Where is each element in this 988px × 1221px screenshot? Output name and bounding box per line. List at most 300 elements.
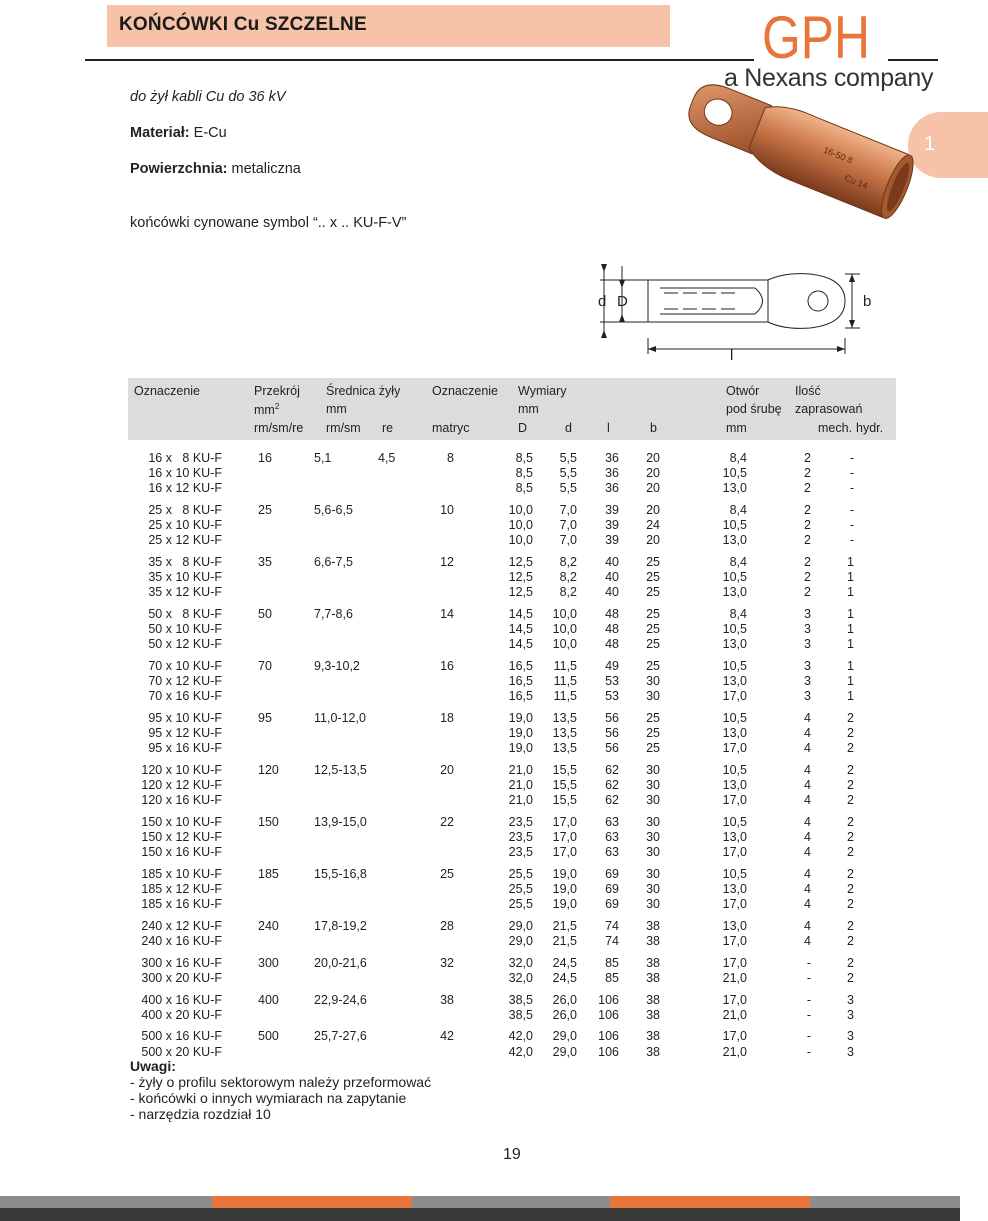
cell-przekroj: 16	[258, 451, 272, 465]
cell-d: 19,0	[552, 882, 577, 897]
table-row	[0, 533, 960, 548]
footer-band-orange-2	[610, 1196, 810, 1208]
footer-band-grey-3	[810, 1196, 960, 1208]
cell-D: 12,5	[508, 555, 533, 569]
cell-otwor: 10,5	[722, 466, 747, 481]
th-mm2-sup: 2	[274, 402, 280, 411]
th-pod-srube: pod śrubę	[726, 402, 782, 416]
cell-name: 70 x 16 KU-F	[148, 689, 222, 704]
cell-d: 17,0	[552, 815, 577, 829]
footer-band-orange-1	[212, 1196, 412, 1208]
cell-D: 14,5	[508, 607, 533, 621]
cell-name: 120 x 16 KU-F	[141, 793, 222, 808]
th-mm-otwor: mm	[726, 421, 747, 435]
cell-D: 10,0	[508, 518, 533, 533]
cell-mech: 2	[804, 481, 811, 496]
cell-d: 5,5	[559, 466, 577, 481]
cell-mech: 2	[804, 466, 811, 481]
cell-mech: 4	[804, 711, 811, 725]
cell-name: 95 x 10 KU-F	[148, 711, 222, 725]
cell-l: 48	[605, 607, 619, 621]
table-row	[0, 793, 960, 808]
cell-matryc: 16	[440, 659, 454, 673]
cell-D: 21,0	[508, 763, 533, 777]
cell-name: 150 x 10 KU-F	[141, 815, 222, 829]
th-mm-wymiary: mm	[518, 402, 539, 416]
cell-otwor: 13,0	[722, 637, 747, 652]
cell-name: 120 x 12 KU-F	[141, 778, 222, 793]
cell-otwor: 17,0	[722, 897, 747, 912]
cell-hydr: 2	[847, 897, 854, 912]
cell-przekroj: 240	[258, 919, 279, 933]
cell-hydr: 3	[847, 1007, 854, 1022]
cell-d: 11,5	[553, 674, 577, 689]
th-l: l	[607, 421, 610, 435]
table-row	[0, 897, 960, 912]
cell-przekroj: 25	[258, 503, 272, 517]
cell-hydr: -	[849, 466, 854, 481]
cell-l: 69	[605, 882, 619, 897]
cell-name: 16 x 12 KU-F	[148, 481, 222, 496]
cell-name: 185 x 10 KU-F	[141, 867, 222, 881]
cell-b: 38	[646, 971, 660, 985]
cell-rmsm: 5,6-6,5	[314, 503, 353, 517]
cell-mech: -	[806, 1044, 811, 1059]
cell-b: 38	[646, 992, 660, 1007]
cell-D: 25,5	[508, 882, 533, 897]
gph-logo-text: GPH	[762, 4, 870, 71]
table-row	[0, 622, 960, 637]
cell-D: 8,5	[515, 481, 533, 496]
table-row	[0, 867, 960, 882]
cell-name: 25 x 8 KU-F	[148, 503, 222, 517]
cell-mech: -	[806, 992, 811, 1007]
cell-otwor: 10,5	[722, 763, 747, 777]
cell-mech: -	[806, 1029, 811, 1044]
cell-l: 40	[605, 585, 619, 600]
cell-D: 19,0	[508, 726, 533, 741]
cell-name: 185 x 16 KU-F	[141, 897, 222, 912]
table-row	[0, 726, 960, 741]
cell-name: 35 x 10 KU-F	[148, 570, 222, 585]
cell-otwor: 17,0	[722, 1029, 747, 1044]
cell-mech: -	[806, 955, 811, 970]
cell-matryc: 42	[440, 1029, 454, 1044]
cell-hydr: 2	[847, 971, 854, 985]
cell-hydr: 2	[847, 882, 854, 897]
cell-b: 30	[646, 845, 660, 860]
cell-D: 32,0	[508, 955, 533, 970]
cell-b: 30	[646, 882, 660, 897]
table-row	[0, 659, 960, 674]
table-row	[0, 674, 960, 689]
tinned-note: końcówki cynowane symbol “.. x .. KU-F-V”	[130, 215, 407, 231]
cell-b: 38	[646, 934, 660, 949]
cell-hydr: 2	[847, 845, 854, 860]
th-rmsmre: rm/sm/re	[254, 421, 304, 435]
table-row	[0, 555, 960, 570]
cell-b: 30	[646, 897, 660, 912]
cell-l: 106	[598, 992, 619, 1007]
cell-name: 70 x 12 KU-F	[148, 674, 222, 689]
table-row	[0, 882, 960, 897]
cell-mech: -	[806, 1007, 811, 1022]
cell-l: 74	[605, 934, 619, 949]
cell-mech: 2	[804, 555, 811, 569]
cell-d: 29,0	[552, 1044, 577, 1059]
cell-d: 7,0	[559, 518, 577, 533]
th-matryc: matryc	[432, 421, 470, 435]
table-row	[0, 830, 960, 845]
cell-b: 25	[646, 585, 660, 600]
cell-b: 25	[646, 711, 660, 725]
cell-D: 14,5	[508, 622, 533, 637]
cell-b: 38	[646, 1029, 660, 1044]
cell-b: 38	[646, 1044, 660, 1059]
cell-b: 25	[646, 659, 660, 673]
footer-band-grey-2	[412, 1196, 610, 1208]
th-re: re	[382, 421, 394, 435]
cell-b: 30	[646, 793, 660, 808]
table-header	[128, 378, 896, 440]
cell-mech: -	[806, 971, 811, 985]
cell-otwor: 10,5	[722, 518, 747, 533]
cell-l: 85	[605, 971, 619, 985]
cell-d: 24,5	[552, 955, 577, 970]
table-row	[0, 711, 960, 726]
cell-otwor: 10,5	[722, 815, 747, 829]
cell-D: 12,5	[508, 570, 533, 585]
cell-l: 56	[605, 726, 619, 741]
cell-mech: 2	[804, 533, 811, 548]
cell-mech: 2	[804, 503, 811, 517]
cell-otwor: 17,0	[722, 845, 747, 860]
cell-hydr: 1	[847, 674, 854, 689]
cell-mech: 4	[804, 934, 811, 949]
cell-rmsm: 5,1	[314, 451, 332, 465]
note-item: - żyły o profilu sektorowym należy przeformować	[130, 1074, 432, 1090]
cell-otwor: 13,0	[722, 674, 747, 689]
copper-lug-photo	[650, 100, 925, 260]
cell-l: 106	[598, 1044, 619, 1059]
material-value: E-Cu	[189, 125, 227, 141]
cell-rmsm: 12,5-13,5	[314, 763, 367, 777]
cell-mech: 4	[804, 897, 811, 912]
cell-d: 15,5	[552, 763, 577, 777]
table-row	[0, 466, 960, 481]
cell-D: 8,5	[515, 451, 533, 465]
cell-mech: 4	[804, 882, 811, 897]
cell-b: 30	[646, 674, 660, 689]
cell-otwor: 21,0	[722, 1044, 747, 1059]
cell-otwor: 10,5	[722, 867, 747, 881]
notes	[130, 1058, 431, 1122]
cell-D: 14,5	[508, 637, 533, 652]
cell-l: 39	[605, 518, 619, 533]
cell-matryc: 38	[440, 992, 454, 1007]
cell-d: 26,0	[552, 1007, 577, 1022]
cell-name: 300 x 16 KU-F	[141, 955, 222, 970]
cell-otwor: 10,5	[722, 659, 747, 673]
cell-otwor: 8,4	[729, 607, 747, 621]
cell-mech: 4	[804, 741, 811, 756]
cell-re: 4,5	[378, 451, 396, 465]
cell-d: 15,5	[552, 793, 577, 808]
surface-label: Powierzchnia:	[130, 161, 228, 177]
cell-b: 38	[646, 955, 660, 970]
cell-matryc: 32	[440, 955, 454, 970]
cell-D: 42,0	[508, 1029, 533, 1044]
cell-d: 8,2	[559, 570, 577, 585]
cell-name: 150 x 12 KU-F	[141, 830, 222, 845]
table-row	[0, 956, 960, 971]
cell-rmsm: 13,9-15,0	[314, 815, 367, 829]
cell-l: 48	[605, 637, 619, 652]
cell-name: 70 x 10 KU-F	[148, 659, 222, 673]
cell-l: 62	[605, 778, 619, 793]
th-zaprasowan: zaprasowań	[795, 402, 863, 416]
cell-d: 17,0	[552, 830, 577, 845]
cell-mech: 3	[804, 659, 811, 673]
cell-l: 62	[605, 763, 619, 777]
cell-hydr: -	[849, 451, 854, 465]
footer-band-dark	[0, 1208, 960, 1221]
cell-matryc: 28	[440, 919, 454, 933]
cell-przekroj: 300	[258, 955, 279, 970]
th-b: b	[650, 421, 657, 435]
cell-otwor: 21,0	[722, 971, 747, 985]
cell-mech: 2	[804, 518, 811, 533]
cell-l: 36	[605, 451, 619, 465]
cell-przekroj: 150	[258, 815, 279, 829]
cell-d: 5,5	[559, 481, 577, 496]
cell-mech: 3	[804, 607, 811, 621]
cell-b: 20	[646, 481, 660, 496]
cell-matryc: 8	[447, 451, 454, 465]
cell-otwor: 17,0	[722, 793, 747, 808]
cell-d: 7,0	[559, 503, 577, 517]
cell-b: 25	[646, 555, 660, 569]
cell-D: 23,5	[508, 845, 533, 860]
cell-l: 106	[598, 1007, 619, 1022]
cell-b: 25	[646, 741, 660, 756]
th-wymiary: Wymiary	[518, 384, 567, 398]
cell-mech: 4	[804, 815, 811, 829]
th-srednica: Średnica żyły	[326, 384, 401, 398]
cell-l: 63	[605, 815, 619, 829]
cell-d: 10,0	[552, 622, 577, 637]
cell-name: 185 x 12 KU-F	[141, 882, 222, 897]
material-line	[130, 125, 227, 141]
notes-title: Uwagi:	[130, 1058, 176, 1074]
th-D: D	[518, 421, 528, 435]
th-mm2	[254, 402, 279, 417]
header-rule-right-b	[888, 59, 938, 61]
cell-mech: 4	[804, 778, 811, 793]
cell-b: 25	[646, 726, 660, 741]
cell-otwor: 8,4	[729, 503, 747, 517]
cell-b: 38	[646, 1007, 660, 1022]
cell-D: 8,5	[515, 466, 533, 481]
cell-mech: 2	[804, 585, 811, 600]
cell-l: 63	[605, 845, 619, 860]
cell-l: 56	[605, 711, 619, 725]
cell-l: 39	[605, 503, 619, 517]
header-rule-right-a	[708, 59, 754, 61]
cell-otwor: 21,0	[722, 1007, 747, 1022]
table-row	[0, 815, 960, 830]
table-row	[0, 481, 960, 496]
cell-hydr: 2	[847, 711, 854, 725]
cell-D: 16,5	[508, 674, 533, 689]
cell-b: 25	[646, 622, 660, 637]
cell-name: 500 x 20 KU-F	[141, 1044, 222, 1059]
cell-przekroj: 70	[258, 659, 272, 673]
cell-l: 56	[605, 741, 619, 756]
header-rule	[85, 59, 710, 61]
th-mm2-text: mm	[254, 403, 275, 418]
table-row	[0, 741, 960, 756]
cell-rmsm: 7,7-8,6	[314, 607, 353, 621]
cell-otwor: 17,0	[722, 992, 747, 1007]
cell-D: 23,5	[508, 815, 533, 829]
cell-name: 50 x 12 KU-F	[148, 637, 222, 652]
table-row	[0, 919, 960, 934]
table-row	[0, 778, 960, 793]
cell-d: 19,0	[552, 897, 577, 912]
cell-l: 74	[605, 919, 619, 933]
table-row	[0, 585, 960, 600]
cell-rmsm: 11,0-12,0	[314, 711, 366, 725]
cell-d: 11,5	[553, 689, 577, 704]
cell-przekroj: 185	[258, 867, 279, 881]
cell-name: 95 x 16 KU-F	[148, 741, 222, 756]
cell-otwor: 13,0	[722, 919, 747, 933]
cell-hydr: 1	[847, 659, 854, 673]
cell-name: 35 x 12 KU-F	[148, 585, 222, 600]
cell-hydr: -	[849, 533, 854, 548]
cell-d: 13,5	[552, 726, 577, 741]
cell-otwor: 8,4	[729, 451, 747, 465]
cell-rmsm: 22,9-24,6	[314, 992, 367, 1007]
note-item: - narzędzia rozdział 10	[130, 1106, 271, 1122]
cell-b: 30	[646, 689, 660, 704]
cell-mech: 2	[804, 570, 811, 585]
cell-hydr: 3	[847, 992, 854, 1007]
cell-hydr: 1	[847, 555, 854, 569]
cell-d: 19,0	[552, 867, 577, 881]
lug-stamp-2: Cu 14	[843, 172, 870, 192]
cell-d: 26,0	[552, 992, 577, 1007]
cell-d: 13,5	[552, 741, 577, 756]
material-label: Materiał:	[130, 125, 190, 141]
cell-hydr: 2	[847, 934, 854, 949]
cell-b: 30	[646, 778, 660, 793]
cell-l: 39	[605, 533, 619, 548]
cell-matryc: 22	[440, 815, 454, 829]
cell-name: 50 x 8 KU-F	[148, 607, 222, 621]
cell-name: 300 x 20 KU-F	[141, 971, 222, 985]
cell-rmsm: 9,3-10,2	[314, 659, 360, 673]
cell-hydr: 1	[847, 689, 854, 704]
cell-name: 95 x 12 KU-F	[148, 726, 222, 741]
cell-hydr: 2	[847, 741, 854, 756]
cell-rmsm: 17,8-19,2	[314, 919, 367, 933]
cell-otwor: 8,4	[729, 555, 747, 569]
cell-D: 32,0	[508, 971, 533, 985]
cell-name: 150 x 16 KU-F	[141, 845, 222, 860]
cell-matryc: 20	[440, 763, 454, 777]
th-rmsm: rm/sm	[326, 421, 361, 435]
table-row	[0, 1008, 960, 1023]
cell-hydr: 1	[847, 622, 854, 637]
section-number: 1	[924, 133, 936, 155]
table-row	[0, 689, 960, 704]
cell-l: 106	[598, 1029, 619, 1044]
table-row	[0, 1029, 960, 1044]
cell-name: 500 x 16 KU-F	[141, 1029, 222, 1044]
cell-d: 10,0	[552, 637, 577, 652]
cell-D: 23,5	[508, 830, 533, 845]
cell-otwor: 17,0	[722, 955, 747, 970]
cell-d: 13,5	[552, 711, 577, 725]
cell-d: 24,5	[552, 971, 577, 985]
cell-rmsm: 6,6-7,5	[314, 555, 353, 569]
th-otwor: Otwór	[726, 384, 760, 398]
cell-matryc: 14	[440, 607, 454, 621]
cell-d: 21,5	[552, 934, 577, 949]
cell-przekroj: 50	[258, 607, 272, 621]
table-row	[0, 993, 960, 1008]
cell-hydr: 2	[847, 793, 854, 808]
cell-D: 38,5	[508, 1007, 533, 1022]
gph-logo	[760, 4, 872, 71]
cell-D: 19,0	[508, 741, 533, 756]
cell-b: 20	[646, 533, 660, 548]
th-hydr: hydr.	[856, 421, 884, 435]
cell-hydr: 1	[847, 570, 854, 585]
cell-d: 21,5	[552, 919, 577, 933]
page-number: 19	[503, 1146, 521, 1163]
th-oznaczenie-matryc: Oznaczenie	[432, 384, 499, 398]
cell-name: 25 x 12 KU-F	[148, 533, 222, 548]
cell-d: 10,0	[552, 607, 577, 621]
cell-hydr: 1	[847, 585, 854, 600]
cell-D: 38,5	[508, 992, 533, 1007]
cell-przekroj: 35	[258, 555, 272, 569]
cell-hydr: -	[849, 481, 854, 496]
cell-mech: 4	[804, 763, 811, 777]
cell-name: 50 x 10 KU-F	[148, 622, 222, 637]
cell-mech: 4	[804, 845, 811, 860]
cell-mech: 4	[804, 830, 811, 845]
cell-b: 20	[646, 466, 660, 481]
cell-l: 40	[605, 570, 619, 585]
cell-przekroj: 400	[258, 992, 279, 1007]
cell-hydr: 2	[847, 830, 854, 845]
cell-D: 16,5	[508, 689, 533, 704]
cell-D: 25,5	[508, 897, 533, 912]
cell-D: 21,0	[508, 793, 533, 808]
label-b: b	[863, 293, 872, 310]
cell-hydr: 2	[847, 778, 854, 793]
cell-l: 36	[605, 481, 619, 496]
cell-d: 11,5	[553, 659, 577, 673]
th-oznaczenie: Oznaczenie	[134, 384, 201, 398]
cell-matryc: 10	[440, 503, 454, 517]
cell-hydr: 3	[847, 1044, 854, 1059]
cell-otwor: 17,0	[722, 934, 747, 949]
